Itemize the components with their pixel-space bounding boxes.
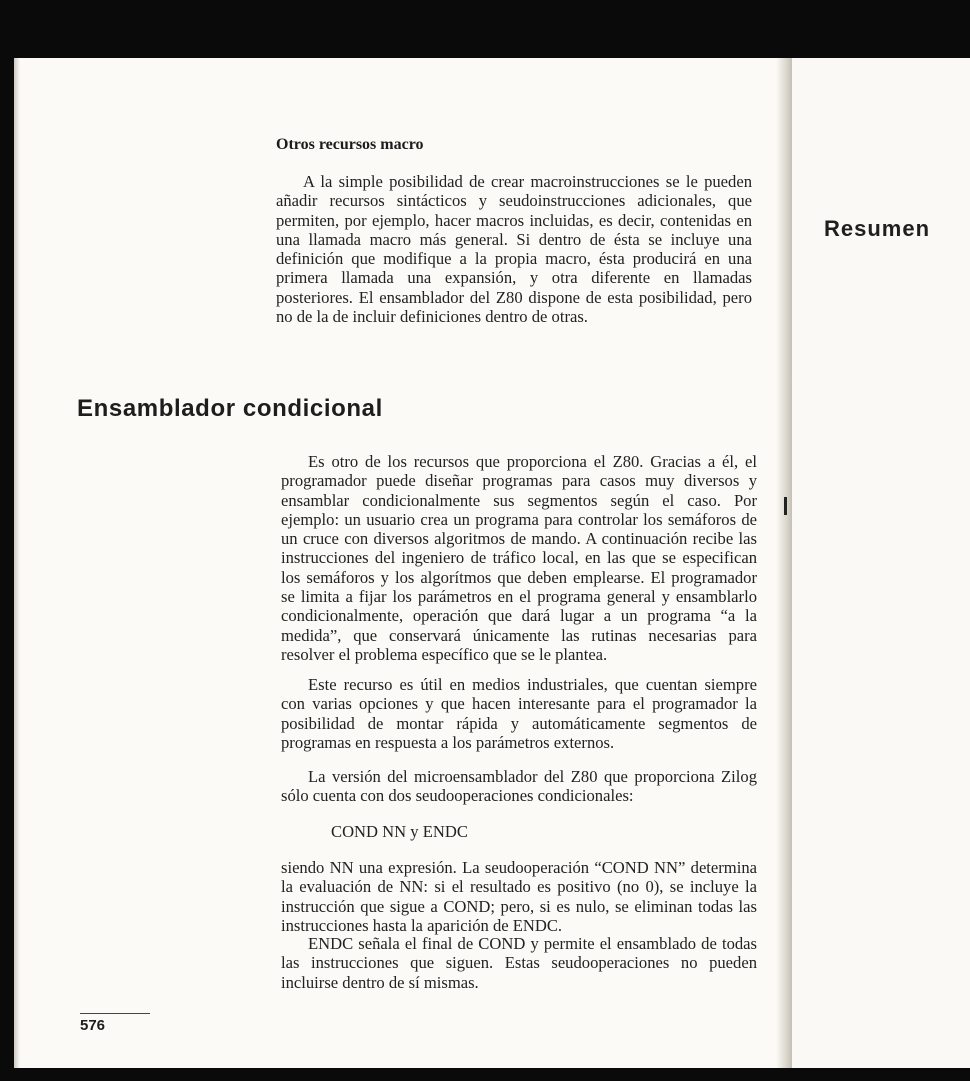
page-number: 576 <box>80 1017 106 1034</box>
paragraph-macro-resources: A la simple posibilidad de crear macroinstrucciones se le pueden añadir recursos sintácticos y seudoinstrucciones adicionales, que permiten, por ejemplo, hacer macros incluidas, es decir, contenidas en una llamada macro más general. Si dentro de ésta se incluye una definición que modifique a la propia macro, ésta producirá en una primera llamada una expansión, y otra diferente en llamadas posteriores. El ensamblador del Z80 dispone de esta posibilidad, pero no de la de incluir definiciones dentro de otras. <box>276 172 752 327</box>
paragraph-conditional-intro: Es otro de los recursos que proporciona el Z80. Gracias a él, el programador puede diseñar programas para casos muy diversos y ensamblar condicionalmente sus segmentos según el caso. Por ejemplo: un usuario crea un programa para controlar los semáforos de un cruce con diversos algoritmos de mando. A continuación recibe las instrucciones del ingeniero de tráfico local, en las que se especifican los semáforos y los algorítmos que deben emplearse. El programador se limita a fijar los parámetros en el programa general y ensamblarlo condicionalmente, operación que dará lugar a un programa “a la medida”, que conservará únicamente las rutinas necesarias para resolver el problema específico que se le plantea. <box>281 452 757 664</box>
right-page <box>792 58 970 1068</box>
right-page-title-resumen: Resumen <box>824 216 931 241</box>
paragraph-zilog-version: La versión del microensamblador del Z80 que proporciona Zilog sólo cuenta con dos seudooperaciones condicionales: <box>281 767 757 806</box>
paragraph-endc-explanation: ENDC señala el final de COND y permite el ensamblado de todas las instrucciones que siguen. Estas seudooperaciones no pueden incluirse dentro de sí mismas. <box>281 934 757 992</box>
code-line-cond-endc: COND NN y ENDC <box>331 822 468 841</box>
subheading-otros-recursos-macro: Otros recursos macro <box>276 136 424 153</box>
paragraph-cond-explanation: siendo NN una expresión. La seudooperación “COND NN” determina la evaluación de NN: si el resultado es positivo (no 0), se incluye la instrucción que sigue a COND; pero, si es nulo, se eliminan todas las instrucciones hasta la aparición de ENDC. <box>281 858 757 935</box>
page-number-rule <box>80 1013 150 1014</box>
section-title-ensamblador-condicional: Ensamblador condicional <box>77 395 383 422</box>
page-edge-mark <box>784 497 787 515</box>
left-page-edge <box>14 58 20 1068</box>
paragraph-industrial-use: Este recurso es útil en medios industriales, que cuentan siempre con varias opciones y que hacen interesante para el programador la posibilidad de montar rápida y automáticamente segmentos de programas en respuesta a los parámetros externos. <box>281 675 757 752</box>
